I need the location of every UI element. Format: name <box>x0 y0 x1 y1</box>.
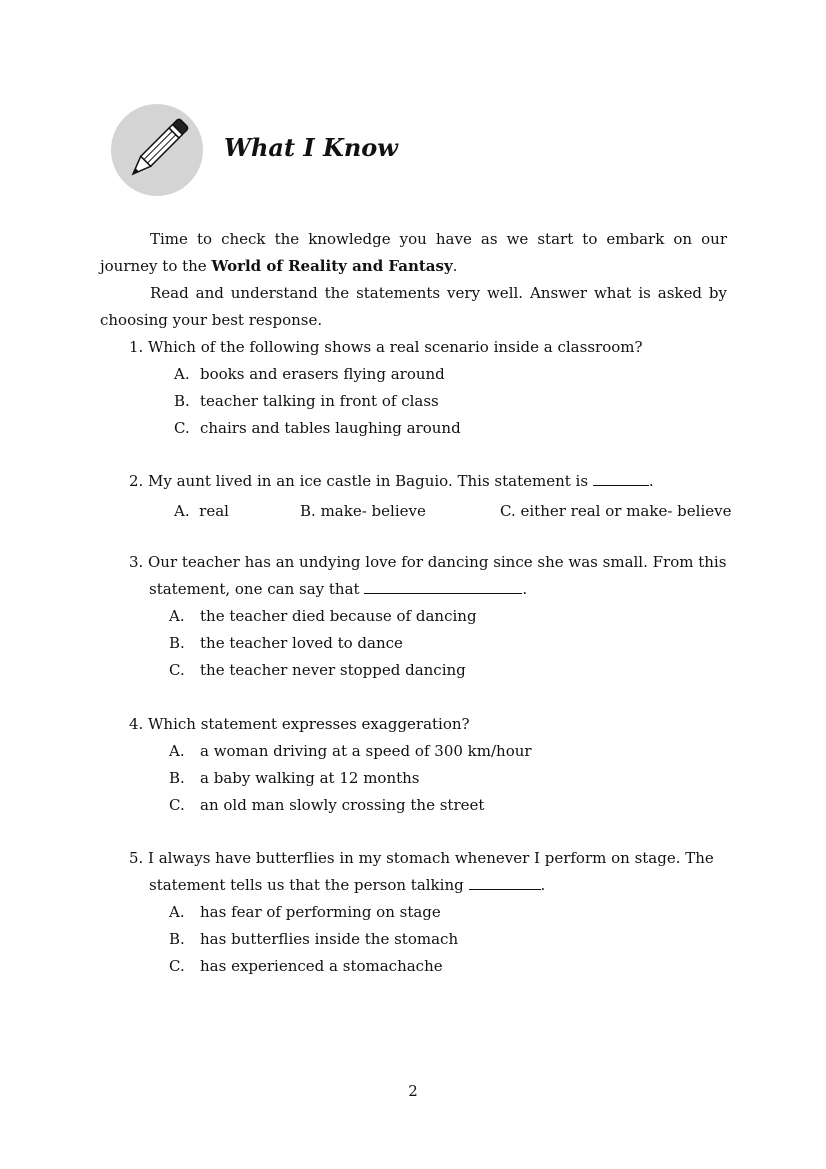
question-5-option-b <box>169 926 458 953</box>
option-text: an old man slowly crossing the street <box>200 796 485 814</box>
question-number: 5. <box>129 849 144 867</box>
option-letter: C. <box>500 502 516 520</box>
header-icon-circle <box>111 104 203 196</box>
option-letter: A. <box>174 502 190 520</box>
pencil-icon <box>111 104 203 196</box>
option-letter: C. <box>174 419 190 437</box>
answer-blank <box>364 579 522 594</box>
option-text: chairs and tables laughing around <box>200 419 461 437</box>
option-letter: A. <box>169 742 185 760</box>
question-2 <box>129 468 727 495</box>
question-number: 4. <box>129 715 144 733</box>
option-text: the teacher loved to dance <box>200 634 403 652</box>
intro-paragraph-2 <box>100 280 727 334</box>
question-5-option-c <box>169 953 443 980</box>
question-end: . <box>540 876 546 894</box>
intro-bold-text: World of Reality and Fantasy <box>211 257 453 275</box>
option-text: teacher talking in front of class <box>200 392 439 410</box>
intro-instructions: Read and understand the statements very well. Answer what is asked by choosing your best response. <box>100 284 727 329</box>
option-letter: A. <box>169 607 185 625</box>
option-text: either real or make- believe <box>520 502 732 520</box>
page-number: 2 <box>408 1082 418 1100</box>
question-3-option-b <box>169 630 403 657</box>
option-letter: C. <box>169 957 185 975</box>
question-number: 3. <box>129 553 144 571</box>
question-4-option-b <box>169 765 420 792</box>
question-text: Which of the following shows a real scenario inside a classroom? <box>148 338 643 356</box>
option-letter: B. <box>300 502 316 520</box>
question-5-option-a <box>169 899 441 926</box>
answer-blank <box>469 875 541 890</box>
question-3-option-c <box>169 657 466 684</box>
question-number: 1. <box>129 338 144 356</box>
intro-end: . <box>452 257 458 275</box>
option-text: has fear of performing on stage <box>200 903 441 921</box>
option-letter: B. <box>169 930 185 948</box>
option-letter: C. <box>169 796 185 814</box>
option-text: has experienced a stomachache <box>200 957 443 975</box>
question-5 <box>129 845 727 872</box>
question-4-option-a <box>169 738 532 765</box>
question-2-option-a <box>174 498 229 525</box>
option-text: make- believe <box>320 502 426 520</box>
intro-text: Time to check the knowledge you have as we start to embark on our journey to the <box>100 230 727 275</box>
question-1-option-c <box>174 415 461 442</box>
option-text: the teacher died because of dancing <box>200 607 477 625</box>
question-text: My aunt lived in an ice castle in Baguio. This statement is <box>148 472 589 490</box>
option-letter: B. <box>169 634 185 652</box>
option-text: the teacher never stopped dancing <box>200 661 466 679</box>
question-cont-text: statement tells us that the person talking <box>149 876 464 894</box>
option-text: a baby walking at 12 months <box>200 769 420 787</box>
intro-paragraph-1 <box>100 226 727 280</box>
section-title: What I Know <box>224 133 398 162</box>
option-letter: C. <box>169 661 185 679</box>
question-end: . <box>522 580 528 598</box>
question-2-option-b <box>300 498 426 525</box>
option-text: has butterflies inside the stomach <box>200 930 459 948</box>
question-4 <box>129 711 727 738</box>
question-5-continuation <box>129 872 727 899</box>
question-cont-text: statement, one can say that <box>149 580 360 598</box>
question-1-option-b <box>174 388 439 415</box>
question-text: Our teacher has an undying love for dancing since she was small. From this <box>148 553 727 571</box>
answer-blank <box>593 471 649 486</box>
question-end: . <box>648 472 654 490</box>
option-letter: A. <box>174 365 190 383</box>
question-3-continuation <box>129 576 727 603</box>
question-text: Which statement expresses exaggeration? <box>148 715 470 733</box>
option-letter: B. <box>169 769 185 787</box>
option-letter: B. <box>174 392 190 410</box>
question-1-option-a <box>174 361 445 388</box>
question-3-option-a <box>169 603 477 630</box>
option-letter: A. <box>169 903 185 921</box>
option-text: a woman driving at a speed of 300 km/hour <box>200 742 532 760</box>
question-4-option-c <box>169 792 484 819</box>
question-1 <box>129 334 727 361</box>
question-text: I always have butterflies in my stomach whenever I perform on stage. The <box>148 849 714 867</box>
question-number: 2. <box>129 472 144 490</box>
question-2-option-c <box>500 498 731 525</box>
option-text: books and erasers flying around <box>200 365 445 383</box>
question-3 <box>129 549 727 576</box>
option-text: real <box>199 502 229 520</box>
